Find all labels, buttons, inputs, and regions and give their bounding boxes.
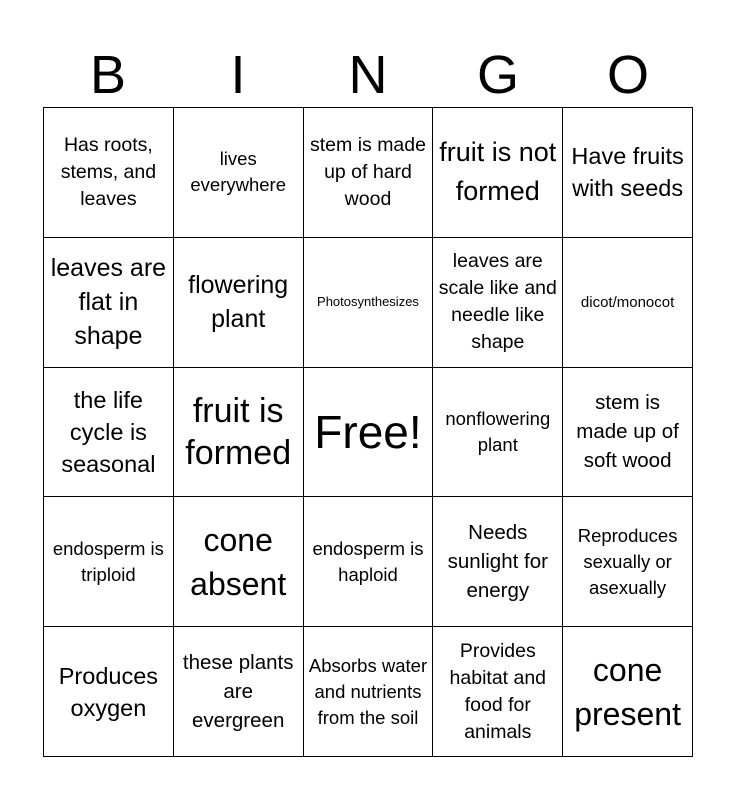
cell-text: Needs sunlight for energy [447,521,548,603]
bingo-cell[interactable] [433,108,563,238]
bingo-cell[interactable] [433,368,563,498]
cell-text: Has roots, stems, and leaves [60,133,157,210]
cell-text: lives everywhere [190,148,287,196]
bingo-cell[interactable] [433,238,563,368]
bingo-cell[interactable] [304,627,434,757]
cell-text: Have fruits with seeds [571,143,684,202]
bingo-cell[interactable] [44,368,174,498]
cell-text: endosperm is haploid [312,537,424,585]
cell-text: flowering plant [188,271,289,334]
bingo-cell[interactable] [44,108,174,238]
cell-text: Produces oxygen [58,662,159,721]
header-letter-i: I [230,45,246,105]
cell-text: Reproduces sexually or asexually [577,524,678,598]
bingo-cell[interactable] [44,238,174,368]
bingo-cell[interactable] [563,368,693,498]
cell-text: cone absent [190,521,287,602]
header-letter-n: N [348,45,388,105]
cell-text: dicot/monocot [580,293,675,311]
bingo-cell[interactable] [563,108,693,238]
bingo-cell[interactable] [304,497,434,627]
cell-text: endosperm is triploid [52,537,164,585]
free-space-cell[interactable] [304,368,434,498]
cell-text: nonflowering plant [445,407,551,455]
bingo-cell[interactable] [174,238,304,368]
cell-text: Absorbs water and nutrients from the soil [308,654,428,728]
cell-text: stem is made up of hard wood [310,133,426,210]
cell-text: fruit is formed [185,391,292,472]
cell-text: the life cycle is seasonal [61,386,156,477]
header-letter-g: G [476,45,519,105]
bingo-cell[interactable] [563,627,693,757]
bingo-grid [43,107,693,757]
bingo-cell[interactable] [174,497,304,627]
free-space-text: Free! [314,405,422,458]
cell-text: fruit is not formed [439,137,557,207]
bingo-cell[interactable] [44,627,174,757]
header-letter-b: B [89,45,127,105]
cell-text: stem is made up of soft wood [576,391,679,473]
bingo-cell[interactable] [433,497,563,627]
bingo-cell[interactable] [44,497,174,627]
cell-text: cone present [574,651,681,732]
bingo-cell[interactable] [174,368,304,498]
bingo-cell[interactable] [563,497,693,627]
bingo-cell[interactable] [304,108,434,238]
cell-text: leaves are flat in shape [50,254,167,351]
header-letter-o: O [606,45,649,105]
cell-text: Provides habitat and food for animals [449,639,547,743]
bingo-cell[interactable] [304,238,434,368]
cell-text: these plants are evergreen [182,651,294,733]
bingo-cell[interactable] [174,108,304,238]
bingo-cell[interactable] [563,238,693,368]
cell-text: Photosynthesizes [317,294,419,310]
bingo-header [43,42,693,108]
bingo-cell[interactable] [433,627,563,757]
bingo-cell[interactable] [174,627,304,757]
cell-text: leaves are scale like and needle like shape [438,250,557,354]
